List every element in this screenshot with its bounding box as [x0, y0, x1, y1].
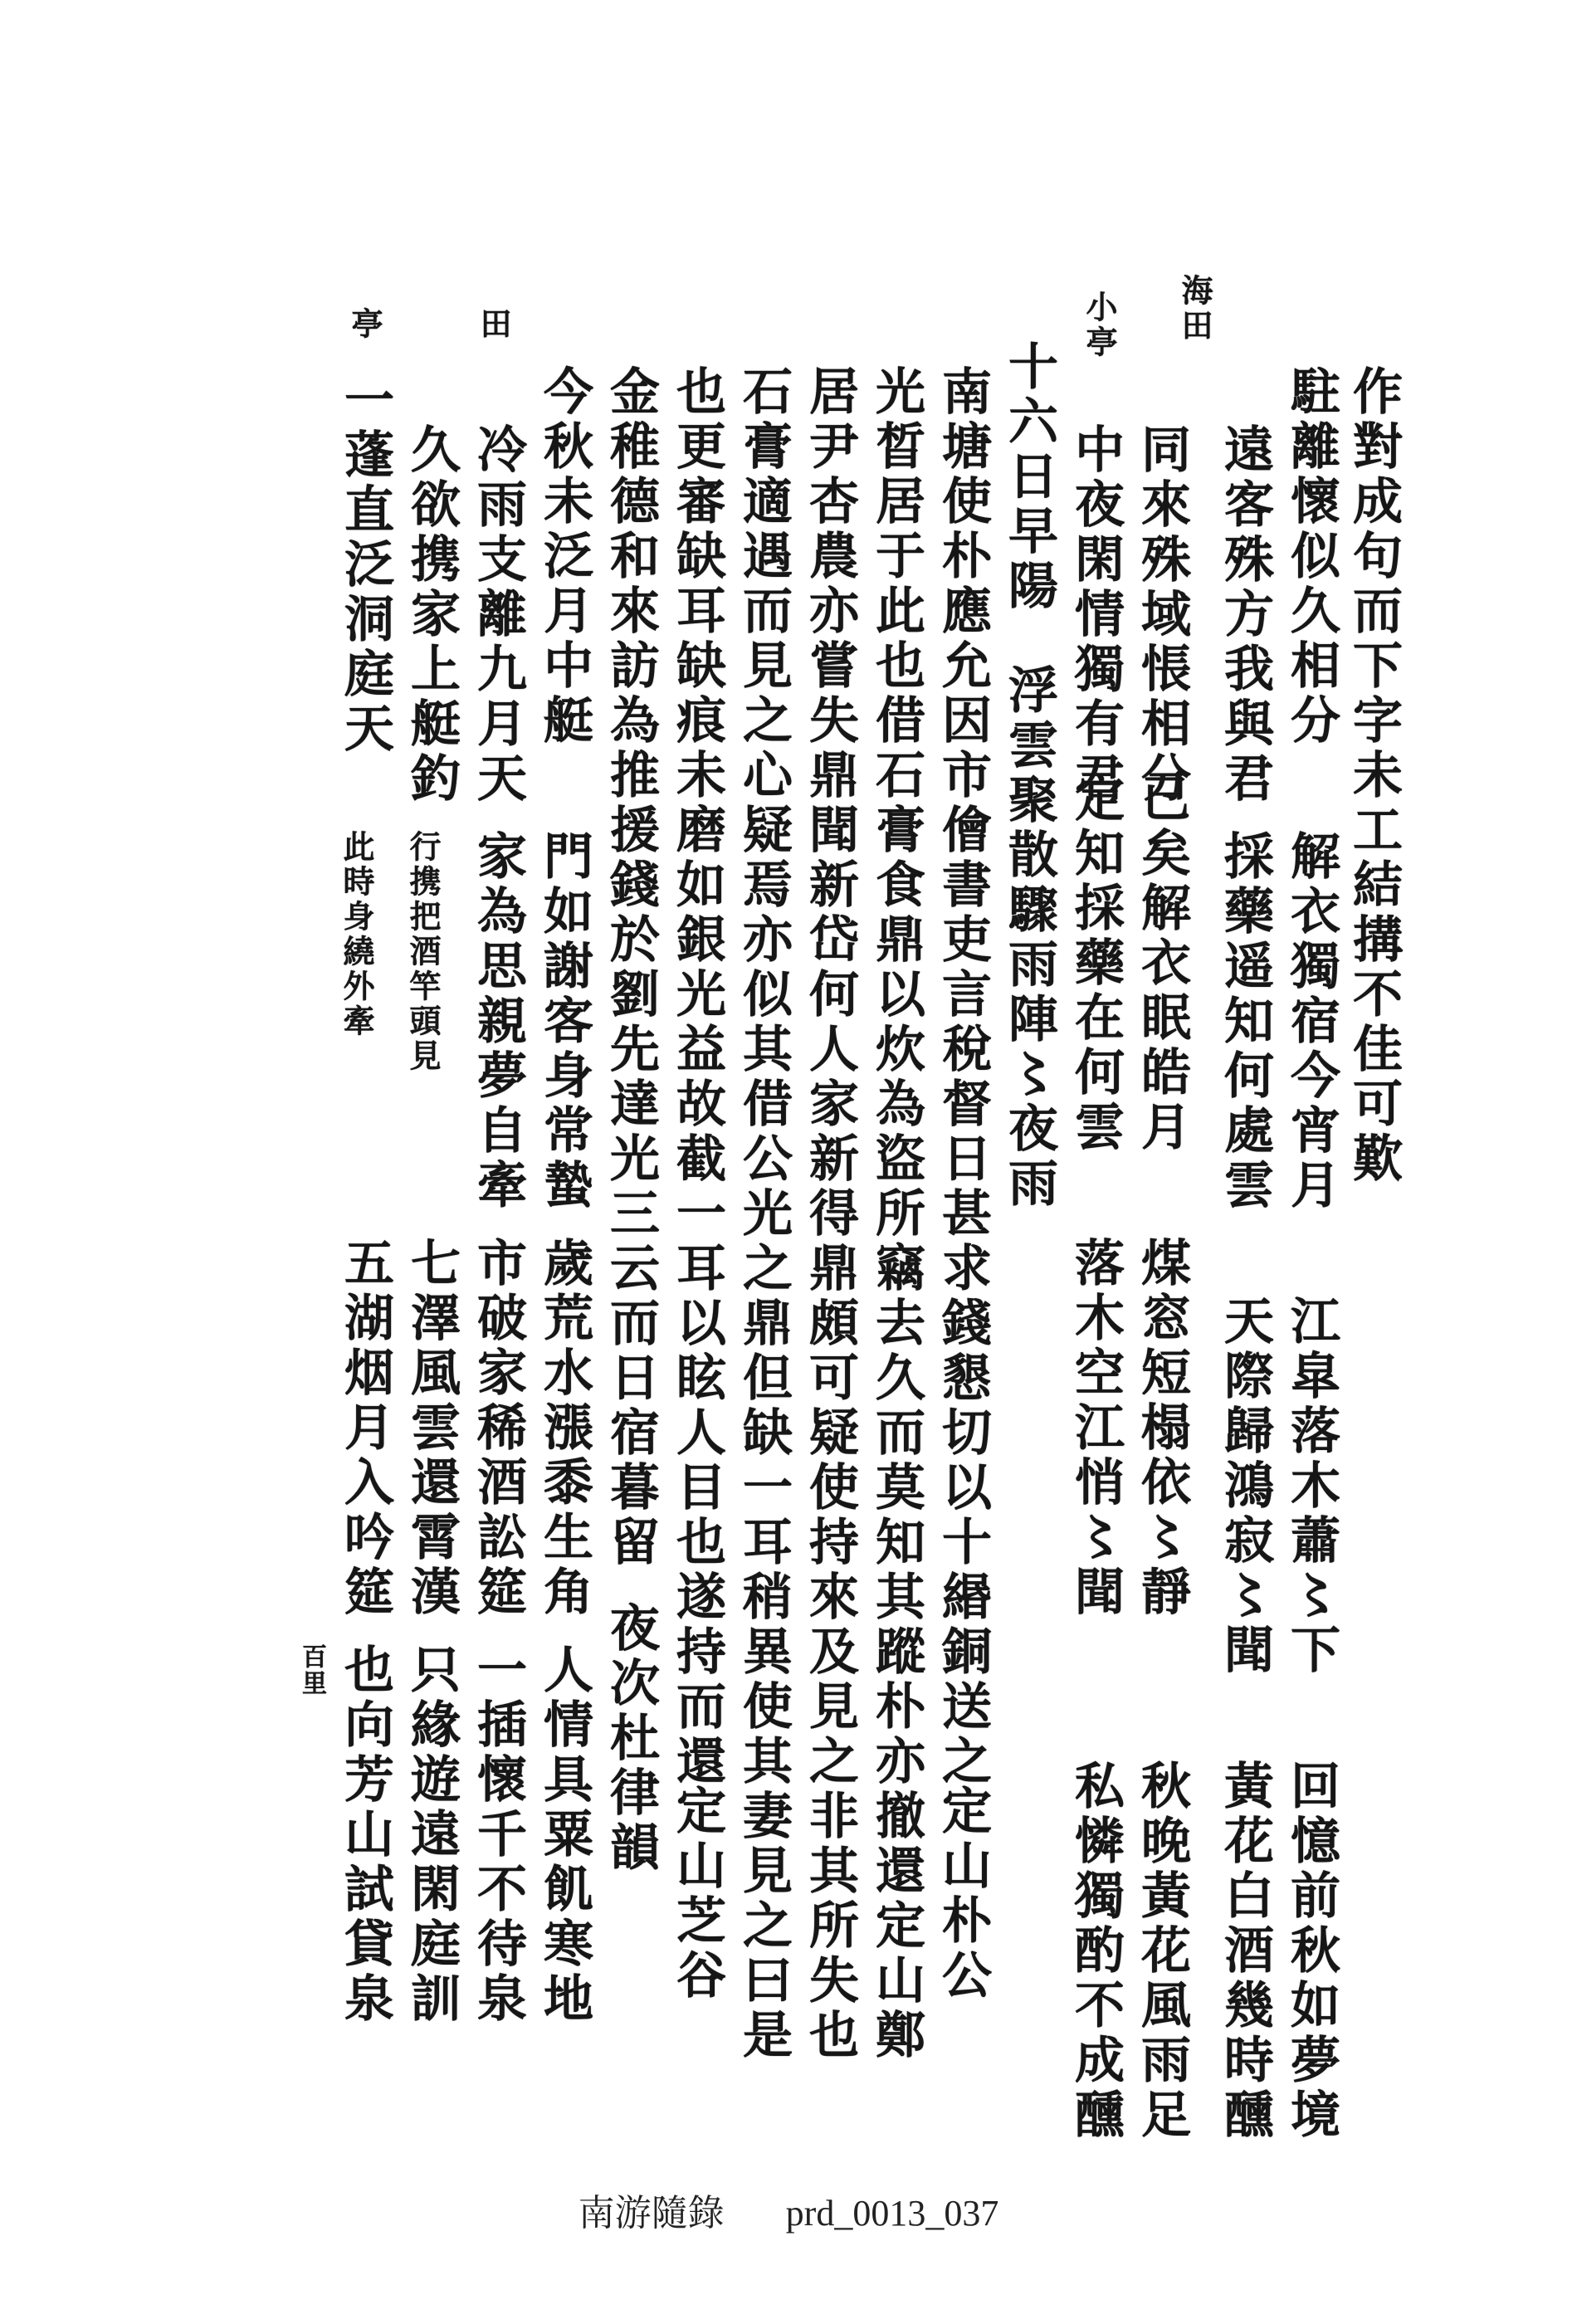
- text-column: 石膏適遇而見之心疑焉亦似其借公光之鼎但缺一耳稍異使其妻見之曰是: [735, 365, 793, 2063]
- page-code: prd_0013_037: [785, 2193, 999, 2234]
- text-column: 駐離懷似久相分: [1282, 365, 1340, 749]
- text-column: 南塘使朴應允因市儈書吏言稅督日甚求錢懇切以十緡銅送之: [934, 365, 992, 1789]
- text-column: 行携把酒竿頭見: [404, 830, 442, 1074]
- text-column: 夜次杜律韻: [602, 1602, 660, 1876]
- text-column: 十六日早陽: [1000, 340, 1058, 614]
- text-column: 久欲携家上艇釣: [403, 423, 461, 807]
- text-column: 也更審缺耳缺痕未磨如銀光益故截一耳以眩人目也遂持而還: [668, 365, 726, 1789]
- page-footer: [0, 2183, 1577, 2236]
- text-column: 五湖烟月入吟筵: [336, 1237, 394, 1620]
- text-column: 家為思親夢自牽: [469, 830, 527, 1213]
- text-column: 一插懷千不待泉: [469, 1643, 527, 2027]
- text-column: 作對成句而下字未工結搆不佳可歎: [1345, 365, 1403, 1187]
- text-column-heading: 海田: [1176, 274, 1213, 344]
- text-column: 定知採藥在何雲: [1067, 772, 1125, 1155]
- text-column: 私憐獨酌不成醺: [1067, 1760, 1125, 2143]
- manuscript-text: [224, 274, 1403, 2143]
- text-column: 今秋未泛月中艇: [535, 365, 593, 749]
- text-column: 天際歸鴻寂〻聞: [1216, 1295, 1274, 1678]
- text-column: 居尹杏農亦嘗失鼎聞新岱何人家新得鼎頗可疑使持來及見之非其所失也: [801, 365, 859, 2063]
- text-column: 定山朴公: [934, 1784, 992, 2004]
- text-column: 歲荒水漲黍生角: [535, 1237, 593, 1620]
- text-column: 人情具粟飢寒地: [535, 1643, 593, 2027]
- text-column: 市破家稀酒訟筵: [469, 1237, 527, 1620]
- text-column: 一蓬直泛洞庭天: [336, 374, 394, 757]
- text-column: 百里: [297, 1643, 326, 1697]
- text-column: 中夜閑情獨有君: [1067, 423, 1125, 807]
- text-column: 冷雨支離九月天: [469, 423, 527, 807]
- text-column: 只緣遊遠閑庭訓: [403, 1643, 461, 2027]
- text-column: 七澤風雲還霄漢: [403, 1237, 461, 1620]
- text-column: 秋晚黃花風雨足: [1133, 1760, 1191, 2143]
- text-column: 金稚德和來訪為推援錢於劉先達光三云而日宿暮留: [602, 365, 660, 1570]
- text-column: 光晳居于此也借石膏食鼎以炊為盜所竊去久而莫知其蹤朴亦撤還定山鄭: [867, 365, 925, 2063]
- document-title: 南游隨錄: [578, 2192, 725, 2234]
- text-column: 也向芳山試貸泉: [336, 1643, 394, 2027]
- text-column: 已矣解衣眠皓月: [1133, 772, 1191, 1155]
- text-column: 同來殊域悵相分: [1133, 423, 1191, 807]
- text-column: 黃花白酒幾時醺: [1216, 1760, 1274, 2143]
- text-column: 解衣獨宿今宵月: [1282, 830, 1340, 1213]
- text-column: 浮雲聚散驟雨陣〻夜雨: [1000, 664, 1058, 1212]
- text-column: 此時身繞外牽: [338, 830, 375, 1039]
- text-column: 江皐落木蕭〻下: [1282, 1295, 1340, 1678]
- text-column: 回憶前秋如夢境: [1282, 1760, 1340, 2143]
- text-column: 落木空江悄〻聞: [1067, 1237, 1125, 1620]
- text-column-heading: 亭: [346, 307, 383, 342]
- text-column: 採藥遥知何處雲: [1216, 830, 1274, 1213]
- text-column: 遠客殊方我與君: [1216, 423, 1274, 807]
- text-column: 煤窓短榻依〻靜: [1133, 1237, 1191, 1620]
- text-column: 門如謝客身常蟄: [535, 830, 593, 1213]
- text-column-heading: 田: [475, 307, 512, 342]
- text-column: 定山芝谷: [668, 1784, 726, 2004]
- text-column-heading: 小亭: [1081, 290, 1118, 360]
